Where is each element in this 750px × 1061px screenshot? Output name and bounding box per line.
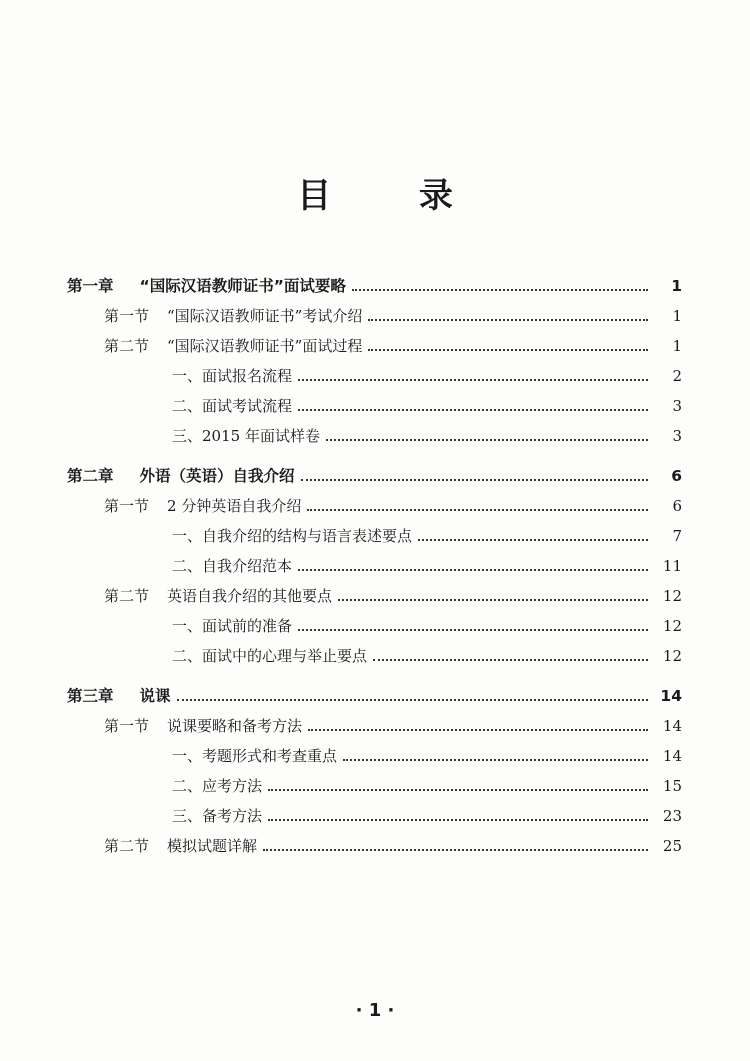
toc-entry[interactable]	[0, 772, 750, 796]
toc-entry[interactable]	[0, 612, 750, 636]
toc-dot-leader	[418, 539, 648, 541]
toc-entry-text: 一、自我介绍的结构与语言表述要点	[172, 527, 413, 545]
toc-entry[interactable]	[0, 332, 750, 356]
toc-entry-text: “国际汉语教师证书”面试要略	[139, 277, 346, 295]
toc-dot-leader	[338, 599, 648, 601]
toc-entry-text: 2 分钟英语自我介绍	[167, 497, 302, 515]
toc-entry-page: 1	[672, 307, 682, 325]
toc-entry-text: 英语自我介绍的其他要点	[167, 587, 333, 605]
toc-entry-label	[104, 836, 257, 856]
toc-entry[interactable]	[0, 362, 750, 386]
toc-entry[interactable]	[0, 742, 750, 766]
toc-dot-leader	[177, 699, 648, 701]
toc-entry-text: “国际汉语教师证书”面试过程	[167, 337, 363, 355]
toc-entry-label	[104, 306, 362, 326]
toc-entry-label	[172, 366, 292, 386]
toc-entry-page: 11	[662, 557, 682, 575]
toc-entry-number: 第三章	[67, 687, 114, 705]
toc-entry-label	[104, 716, 302, 736]
toc-dot-leader	[298, 409, 648, 411]
toc-dot-leader	[301, 479, 648, 481]
toc-entry-text: 二、自我介绍范本	[172, 557, 293, 575]
toc-entry-label	[104, 336, 362, 356]
toc-dot-leader	[263, 849, 648, 851]
toc-entry-text: 一、面试报名流程	[172, 367, 293, 385]
toc-entry-label	[172, 526, 412, 546]
toc-entry-page: 2	[672, 367, 682, 385]
toc-entry[interactable]	[0, 302, 750, 326]
toc-entry-page: 6	[671, 467, 682, 485]
toc-entry-page: 7	[672, 527, 682, 545]
toc-entry-text: “国际汉语教师证书”考试介绍	[167, 307, 363, 325]
toc-entry-page: 25	[662, 837, 682, 855]
toc-entry-text: 一、考题形式和考查重点	[172, 747, 338, 765]
toc-entry-text: 说课	[139, 687, 171, 705]
toc-entry-label	[104, 496, 301, 516]
toc-dot-leader	[368, 349, 648, 351]
toc-entry[interactable]	[0, 492, 750, 516]
toc-entry[interactable]	[0, 832, 750, 856]
toc-entry-text: 模拟试题详解	[167, 837, 258, 855]
toc-entry-number: 第二节	[104, 337, 150, 355]
toc-dot-leader	[373, 659, 648, 661]
toc-dot-leader	[298, 569, 648, 571]
toc-entry-text: 二、面试中的心理与举止要点	[172, 647, 368, 665]
page-number: · 1 ·	[355, 1000, 395, 1021]
toc-entry-page: 23	[662, 807, 682, 825]
toc-entry-page: 6	[672, 497, 682, 515]
toc-entry[interactable]	[0, 422, 750, 446]
toc-entry-label	[172, 776, 262, 796]
toc-entry-label	[172, 396, 292, 416]
toc-dot-leader	[298, 379, 648, 381]
toc-entry-number: 第二章	[67, 467, 114, 485]
toc-entry-page: 14	[660, 687, 682, 705]
toc-entry[interactable]	[0, 272, 750, 296]
toc-entry[interactable]	[0, 802, 750, 826]
toc-entry-label	[67, 276, 346, 296]
toc-dot-leader	[298, 629, 648, 631]
toc-entry[interactable]	[0, 522, 750, 546]
toc-entry-page: 3	[672, 427, 682, 445]
toc-entry-number: 第一节	[104, 497, 150, 515]
toc-dot-leader	[308, 729, 648, 731]
toc-dot-leader	[268, 789, 648, 791]
toc-entry[interactable]	[0, 462, 750, 486]
toc-entry-number: 第一章	[67, 277, 114, 295]
toc-entry-label	[172, 646, 367, 666]
toc-entry-text: 三、备考方法	[172, 807, 263, 825]
toc-dot-leader	[326, 439, 648, 441]
toc-dot-leader	[307, 509, 648, 511]
toc-entry-number: 第二节	[104, 587, 150, 605]
toc-entry-page: 3	[672, 397, 682, 415]
toc-entry-text: 说课要略和备考方法	[167, 717, 303, 735]
toc-entry-label	[172, 616, 292, 636]
toc-entry-text: 外语（英语）自我介绍	[139, 467, 295, 485]
toc-entry-label	[172, 806, 262, 826]
toc-entry-label	[172, 556, 292, 576]
toc-dot-leader	[352, 289, 648, 291]
toc-entry-text: 二、应考方法	[172, 777, 263, 795]
toc-dot-leader	[368, 319, 648, 321]
toc-entry[interactable]	[0, 582, 750, 606]
toc-entry-page: 14	[662, 747, 682, 765]
toc-entry-label	[104, 586, 332, 606]
toc-entry[interactable]	[0, 392, 750, 416]
toc-entry-label	[67, 686, 171, 706]
page-title: 目 录	[297, 176, 491, 216]
toc-entry-label	[172, 426, 320, 446]
toc-entry[interactable]	[0, 682, 750, 706]
toc-entry-page: 1	[672, 337, 682, 355]
toc-entry-page: 12	[662, 587, 682, 605]
toc-dot-leader	[268, 819, 648, 821]
toc-entry-page: 14	[662, 717, 682, 735]
toc-entry-number: 第一节	[104, 307, 150, 325]
toc-entry-text: 三、2015 年面试样卷	[172, 427, 320, 445]
toc-dot-leader	[343, 759, 648, 761]
toc-entry[interactable]	[0, 712, 750, 736]
toc-entry-page: 1	[671, 277, 682, 295]
toc-entry[interactable]	[0, 552, 750, 576]
toc-entry-text: 一、面试前的准备	[172, 617, 293, 635]
toc-entry-page: 12	[662, 647, 682, 665]
toc-entry-number: 第二节	[104, 837, 150, 855]
toc-entry-text: 二、面试考试流程	[172, 397, 293, 415]
toc-entry-label	[67, 466, 295, 486]
toc-entry-number: 第一节	[104, 717, 150, 735]
toc-entry-page: 15	[662, 777, 682, 795]
toc-entry-page: 12	[662, 617, 682, 635]
toc-entry[interactable]	[0, 642, 750, 666]
toc-entry-label	[172, 746, 337, 766]
